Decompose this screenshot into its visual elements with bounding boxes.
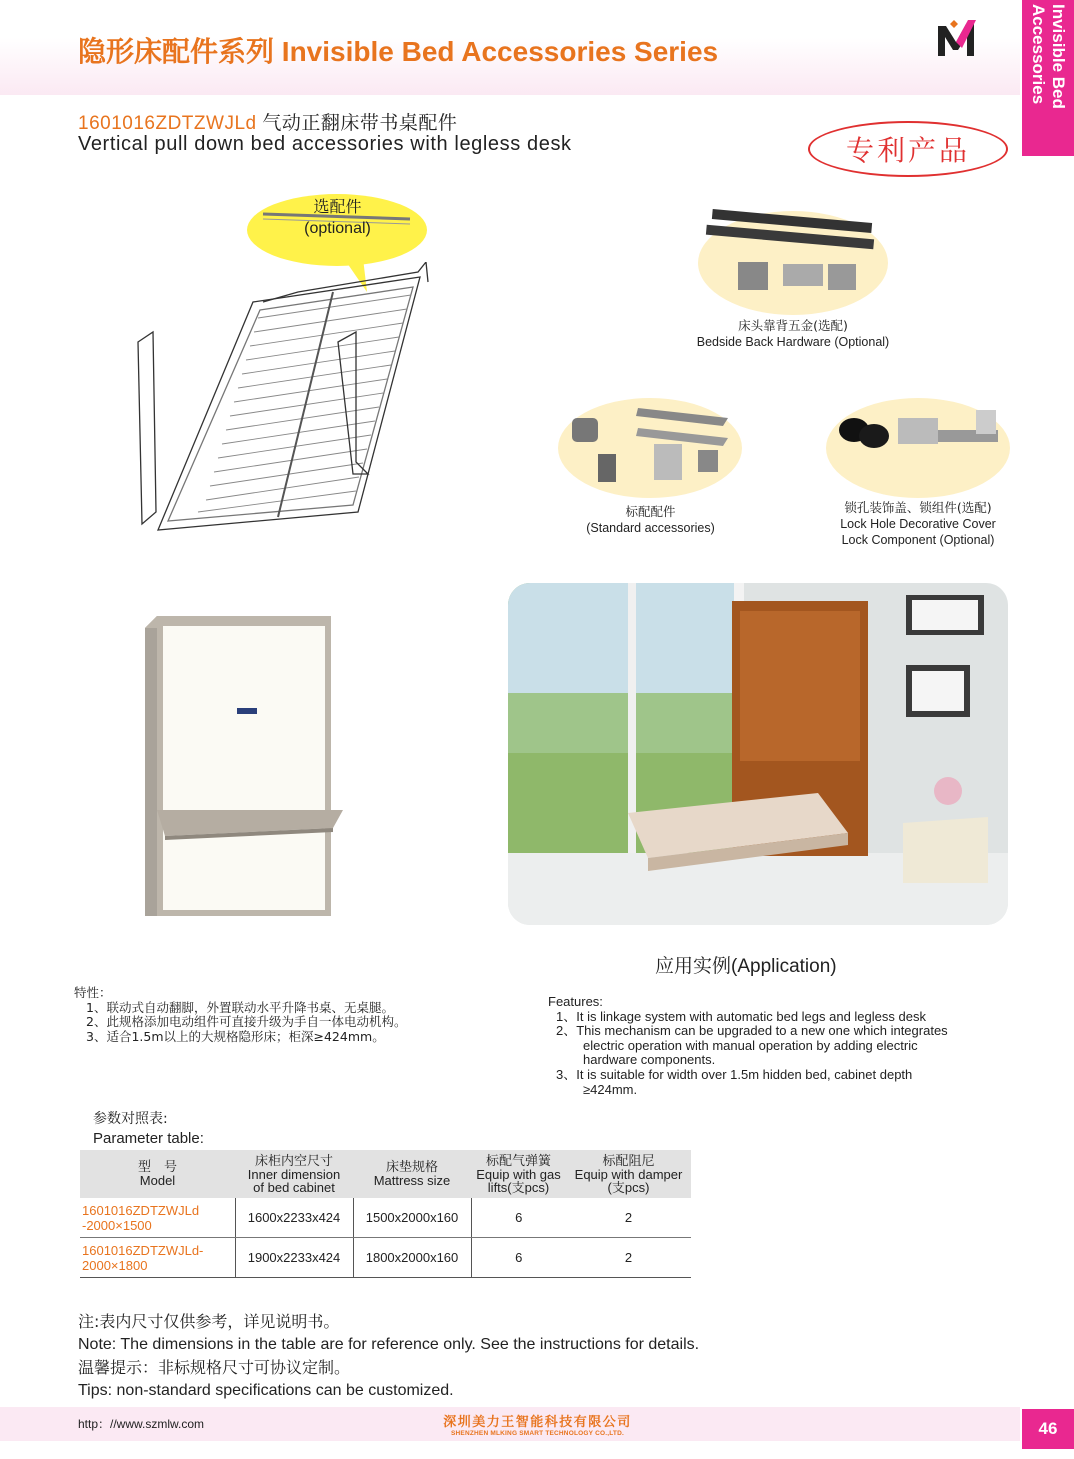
side-tab-label: Invisible Bed Accessories [1029,4,1068,109]
tip-cn: 温馨提示：非标规格尺寸可协议定制。 [78,1358,351,1377]
side-tab [1022,0,1074,156]
room-photo-icon [508,583,1008,925]
cell-mattress: 1800x2000x160 [353,1238,471,1278]
features-en-line: 3、It is suitable for width over 1.5m hidden bed, cabinet depth [556,1066,913,1082]
cabinet-desk-drawing [143,610,348,920]
patent-badge: 专利产品 [808,121,1008,177]
header-gas-en1: Equip with gas [476,1166,561,1182]
tip-en: Tips: non-standard specifications can be customized. [78,1382,454,1399]
table-row [80,1198,691,1238]
header-damper-en2: (支pcs) [607,1179,650,1195]
param-table [80,1150,691,1278]
callout-en: (optional) [304,220,371,237]
param-title-en: Parameter table: [93,1130,204,1147]
standard-accessories-icon [558,392,743,500]
page-number: 46 [1022,1409,1074,1449]
lock-component-en1: Lock Hole Decorative Cover [840,517,996,531]
company-name-en: SHENZHEN MLKING SMART TECHNOLOGY CO.,LTD. [451,1430,624,1437]
features-en-heading: Features: [548,994,603,1009]
features-en-line: 1、It is linkage system with automatic bed legs and legless desk [556,1008,926,1024]
model-name-cn: 气动正翻床带书桌配件 [262,112,458,134]
page-title-cn: 隐形床配件系列 [78,35,275,68]
header-mattress-cn: 床垫规格 [385,1160,438,1175]
header-model-cn: 型 号 [137,1160,177,1175]
lock-component-icon [826,392,1010,500]
bedside-hardware-en: Bedside Back Hardware (Optional) [696,335,890,349]
bed-frame-drawing [128,262,448,552]
param-title-cn: 参数对照表: [93,1111,168,1127]
company-name-cn: 深圳美力王智能科技有限公司 [443,1415,632,1430]
standard-accessories-cn: 标配配件 [625,504,676,519]
cell-model-line: 1601016ZDTZWJLd [82,1202,200,1218]
standard-accessories-en: (Standard accessories) [586,521,715,535]
lock-component-cn: 锁孔装饰盖、锁组件(选配) [844,500,992,515]
cell-inner: 1900x2233x424 [235,1238,353,1278]
features-en-line: electric operation with manual operation by adding electric [583,1037,918,1053]
cell-model-line: -2000×1500 [82,1217,152,1233]
header-mattress [353,1150,471,1198]
header-inner [235,1150,353,1198]
features-en-line: 2、This mechanism can be upgraded to a new one which integrates [556,1023,948,1039]
header-gas-en2: lifts(支pcs) [487,1179,550,1195]
header-damper-en1: Equip with damper [574,1166,683,1182]
note-en: Note: The dimensions in the table are for reference only. See the instructions for details. [78,1336,700,1353]
table-header-row [80,1150,691,1198]
cell-model [80,1238,235,1278]
header-inner-en1: Inner dimension [247,1166,341,1182]
features-cn-item: 2、此规格添加电动组件可直接升级为手自一体电动机构。 [86,1014,407,1030]
features-cn-heading: 特性： [74,985,112,1000]
cell-gas: 6 [471,1238,566,1278]
features-en-line: ≥424mm. [583,1081,638,1097]
features-en [548,995,948,1097]
param-table-title [93,1110,204,1148]
bedside-hardware-icon [698,208,888,316]
model-code: 1601016ZDTZWJLd [78,113,257,134]
standard-accessories-figure [558,392,743,535]
lock-component-figure [826,392,1010,547]
header-gas-cn: 标配气弹簧 [485,1153,551,1169]
header-model-en: Model [139,1173,176,1188]
product-subtitle: Vertical pull down bed accessories with legless desk [78,133,572,155]
header-model [80,1150,235,1198]
notes [78,1310,699,1402]
header-inner-cn: 床柜内空尺寸 [254,1153,333,1169]
features-cn [74,986,406,1044]
company-name [430,1411,645,1437]
application-caption: 应用实例(Application) [655,956,837,977]
cell-model [80,1198,235,1238]
table-row [80,1238,691,1278]
features-cn-item: 3、适合1.5m以上的大规格隐形床；柜深≥424mm。 [86,1028,385,1044]
cell-damper: 2 [566,1238,691,1278]
mlking-logo-icon [936,18,980,60]
page-title [78,30,718,70]
cell-gas: 6 [471,1198,566,1238]
header-gas [471,1150,566,1198]
bedside-hardware-figure [696,208,890,349]
application-photo [508,583,1008,925]
header-damper [566,1150,691,1198]
lock-component-en2: Lock Component (Optional) [841,533,995,547]
features-en-line: hardware components. [583,1052,716,1068]
cell-model-line: 2000×1800 [82,1257,148,1273]
header-damper-cn: 标配阻尼 [602,1153,655,1169]
note-cn: 注:表内尺寸仅供参考，详见说明书。 [78,1312,340,1331]
page-title-en: Invisible Bed Accessories Series [281,36,719,67]
cell-model-line: 1601016ZDTZWJLd- [82,1242,204,1258]
features-cn-item: 1、联动式自动翻脚，外置联动水平升降书桌、无桌腿。 [86,999,394,1015]
callout-cn: 选配件 [313,197,362,216]
model-line [78,108,457,135]
cell-mattress: 1500x2000x160 [353,1198,471,1238]
header-mattress-en: Mattress size [373,1173,451,1188]
bedside-hardware-cn: 床头靠背五金(选配) [738,318,848,333]
cell-inner: 1600x2233x424 [235,1198,353,1238]
cell-damper: 2 [566,1198,691,1238]
website-link[interactable]: http：//www.szmlw.com [78,1417,205,1431]
header-inner-en2: of bed cabinet [253,1179,335,1195]
